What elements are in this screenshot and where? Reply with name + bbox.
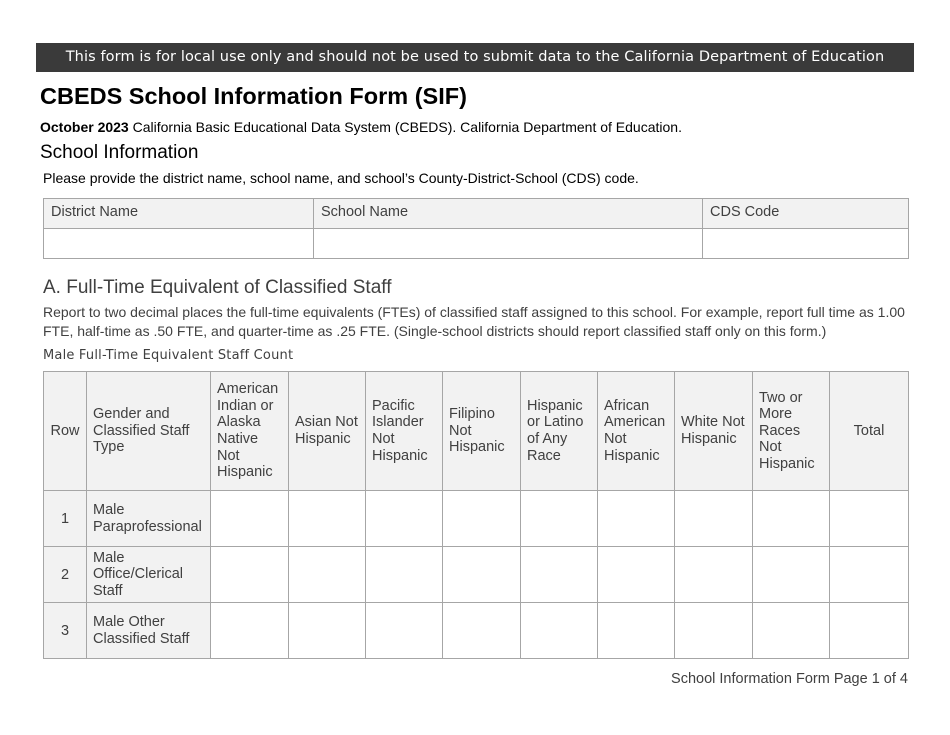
page-footer: School Information Form Page 1 of 4 xyxy=(671,671,908,687)
section-a-description: Report to two decimal places the full-time equivalents (FTEs) of classified staff assigned to this school. For example, report full time as 1.00 FTE, half-time as .50 FTE, and quarter-time as .25 FTE. (Single-school districts should report classified staff only on this form.) xyxy=(43,304,905,339)
row-number: 1 xyxy=(44,491,87,547)
school-name-field[interactable] xyxy=(314,229,703,259)
fte-entry-cell[interactable] xyxy=(521,547,598,603)
filipino-column-header: Filipino Not Hispanic xyxy=(443,372,521,491)
school-info-table xyxy=(43,198,909,259)
total-column-header: Total xyxy=(830,372,909,491)
local-use-banner: This form is for local use only and should not be used to submit data to the California Department of Education xyxy=(36,43,914,72)
row-number: 3 xyxy=(44,603,87,659)
fte-entry-cell[interactable] xyxy=(366,547,443,603)
fte-entry-cell[interactable] xyxy=(443,603,521,659)
form-source: California Basic Educational Data System (CBEDS). California Department of Education. xyxy=(128,119,682,135)
table-header-row xyxy=(44,372,909,491)
district-name-field[interactable] xyxy=(44,229,314,259)
fte-entry-cell[interactable] xyxy=(443,547,521,603)
staff-type-column-header: Gender and Classified Staff Type xyxy=(87,372,211,491)
fte-entry-cell[interactable] xyxy=(675,547,753,603)
fte-entry-cell[interactable] xyxy=(521,603,598,659)
hispanic-column-header: Hispanic or Latino of Any Race xyxy=(521,372,598,491)
fte-entry-cell[interactable] xyxy=(598,491,675,547)
row-number: 2 xyxy=(44,547,87,603)
table-row xyxy=(44,491,909,547)
staff-type-label: Male Other Classified Staff xyxy=(87,603,211,659)
fte-total-cell[interactable] xyxy=(830,491,909,547)
fte-entry-cell[interactable] xyxy=(211,547,289,603)
fte-entry-cell[interactable] xyxy=(211,491,289,547)
table-row xyxy=(44,547,909,603)
form-subtitle xyxy=(40,118,682,136)
school-name-header: School Name xyxy=(314,199,703,229)
district-name-header: District Name xyxy=(44,199,314,229)
fte-total-cell[interactable] xyxy=(830,547,909,603)
white-column-header: White Not Hispanic xyxy=(675,372,753,491)
fte-entry-cell[interactable] xyxy=(289,547,366,603)
asian-column-header: Asian Not Hispanic xyxy=(289,372,366,491)
row-column-header: Row xyxy=(44,372,87,491)
section-a-heading: A. Full-Time Equivalent of Classified Staff xyxy=(43,277,392,298)
african-american-column-header: African American Not Hispanic xyxy=(598,372,675,491)
fte-entry-cell[interactable] xyxy=(753,491,830,547)
fte-total-cell[interactable] xyxy=(830,603,909,659)
fte-entry-cell[interactable] xyxy=(443,491,521,547)
form-title: CBEDS School Information Form (SIF) xyxy=(40,83,467,109)
fte-entry-cell[interactable] xyxy=(289,603,366,659)
fte-entry-cell[interactable] xyxy=(366,603,443,659)
cds-code-field[interactable] xyxy=(703,229,909,259)
school-info-entry-row xyxy=(44,229,909,259)
school-info-heading: School Information xyxy=(40,142,199,163)
school-info-instructions: Please provide the district name, school name, and school’s County-District-School (CDS) code. xyxy=(43,170,639,186)
fte-entry-cell[interactable] xyxy=(753,603,830,659)
cds-code-header: CDS Code xyxy=(703,199,909,229)
fte-entry-cell[interactable] xyxy=(753,547,830,603)
staff-type-label: Male Office/Clerical Staff xyxy=(87,547,211,603)
fte-entry-cell[interactable] xyxy=(521,491,598,547)
pacific-islander-column-header: Pacific Islander Not Hispanic xyxy=(366,372,443,491)
fte-entry-cell[interactable] xyxy=(598,603,675,659)
fte-entry-cell[interactable] xyxy=(675,603,753,659)
fte-entry-cell[interactable] xyxy=(211,603,289,659)
two-or-more-races-column-header: Two or More Races Not Hispanic xyxy=(753,372,830,491)
male-fte-table-caption: Male Full-Time Equivalent Staff Count xyxy=(43,348,294,363)
fte-entry-cell[interactable] xyxy=(366,491,443,547)
fte-entry-cell[interactable] xyxy=(289,491,366,547)
form-date: October 2023 xyxy=(40,119,129,135)
male-fte-table xyxy=(43,371,909,659)
fte-entry-cell[interactable] xyxy=(598,547,675,603)
fte-entry-cell[interactable] xyxy=(675,491,753,547)
table-row xyxy=(44,603,909,659)
school-info-header-row xyxy=(44,199,909,229)
staff-type-label: Male Paraprofessional xyxy=(87,491,211,547)
american-indian-column-header: American Indian or Alaska Native Not Hispanic xyxy=(211,372,289,491)
